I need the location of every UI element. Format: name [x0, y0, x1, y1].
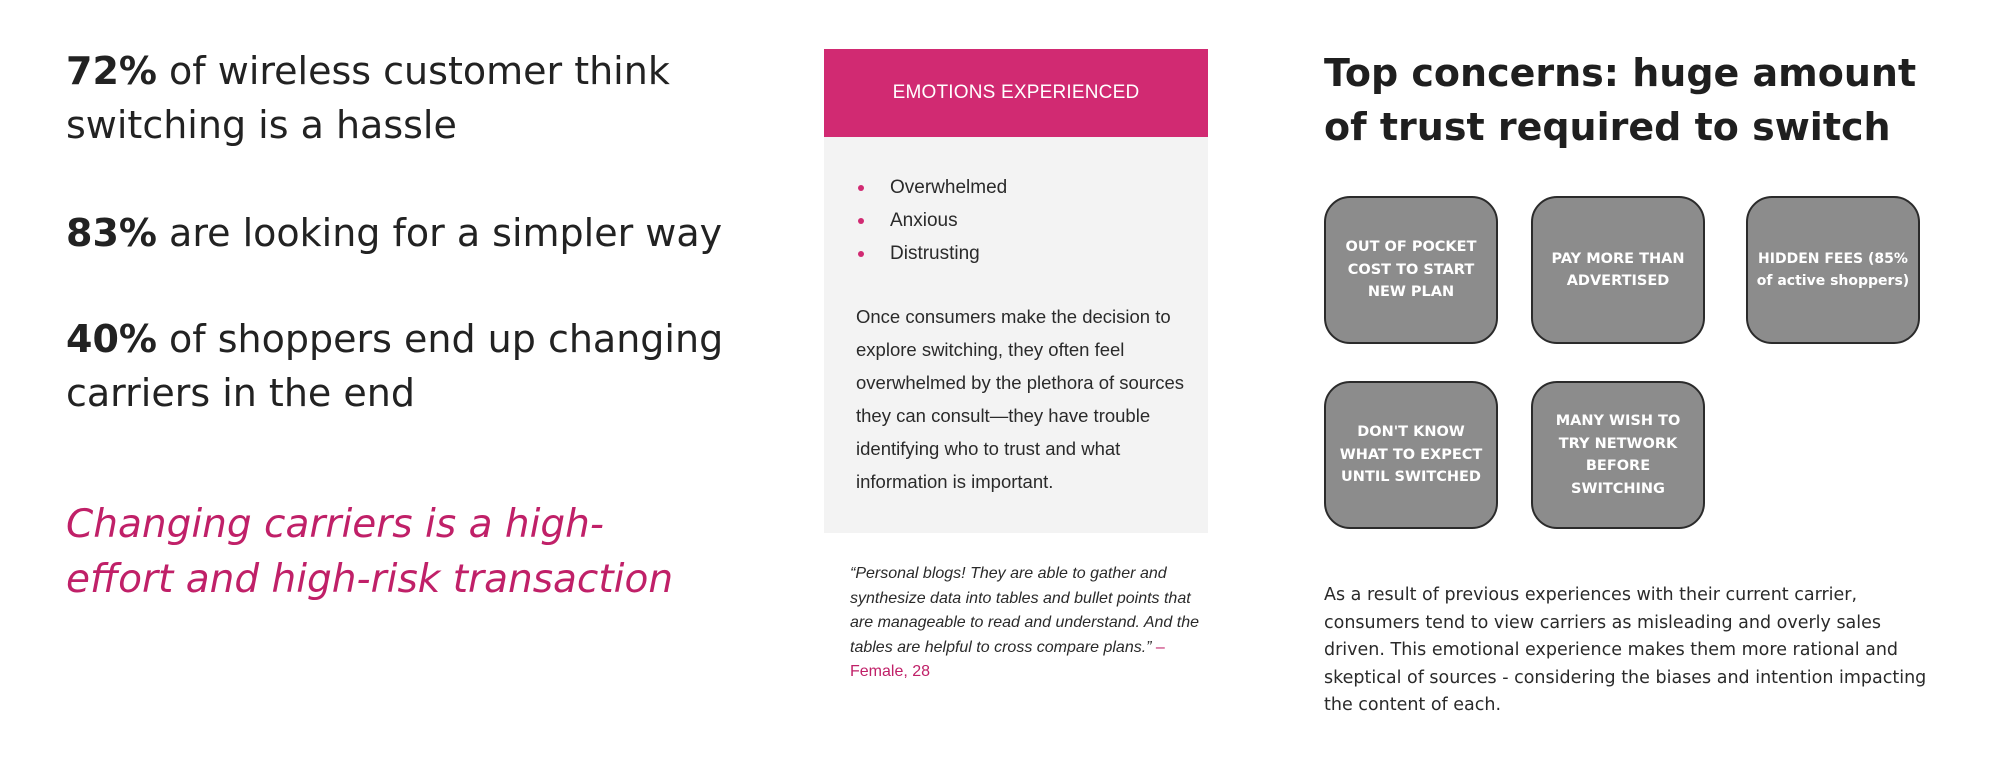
emotions-list	[856, 171, 1007, 270]
emotion-label: Overwhelmed	[890, 177, 1008, 198]
concern-tile-dont-know: DON'T KNOW WHAT TO EXPECT UNTIL SWITCHED	[1324, 381, 1498, 529]
concern-tile-pay-more: PAY MORE THAN ADVERTISED	[1531, 196, 1705, 344]
list-item	[856, 237, 1007, 270]
conclusion-text: Changing carriers is a high-effort and high-risk transaction	[66, 502, 674, 602]
list-item	[856, 204, 1007, 237]
concerns-title: Top concerns: huge amount of trust required to switch	[1324, 51, 1917, 149]
emotions-card	[824, 49, 1208, 533]
emotion-label: Anxious	[890, 210, 958, 231]
concern-tile-out-of-pocket: OUT OF POCKET COST TO START NEW PLAN	[1324, 196, 1498, 344]
bullet-icon	[858, 218, 864, 224]
stats-column	[66, 44, 746, 420]
stat-hassle	[66, 44, 746, 152]
concern-tile-try-network: MANY WISH TO TRY NETWORK BEFORE SWITCHING	[1531, 381, 1705, 529]
concern-tile-hidden-fees: HIDDEN FEES (85% of active shoppers)	[1746, 196, 1920, 344]
stat-simpler-way	[66, 206, 746, 260]
stat-text: are looking for a simpler way	[156, 211, 723, 255]
emotions-card-body: Once consumers make the decision to explore switching, they often feel overwhelmed by the plethora of sources they can consult—they have trouble identifying who to trust and what information is important.	[856, 306, 1185, 492]
stat-value: 40%	[66, 317, 157, 361]
stat-value: 72%	[66, 49, 157, 93]
stat-changing-carriers	[66, 312, 746, 420]
list-item	[856, 171, 1007, 204]
bullet-icon	[858, 251, 864, 257]
customer-quote	[850, 562, 1200, 685]
result-paragraph: As a result of previous experiences with their current carrier, consumers tend to view carriers as misleading and overly sales driven. This emotional experience makes them more rational and skeptical of sources - considering the biases and intention impacting the content of each.	[1324, 585, 1927, 715]
bullet-icon	[858, 185, 864, 191]
quote-attribution: – Female, 28	[850, 638, 1165, 680]
emotion-label: Distrusting	[890, 243, 980, 264]
quote-text: “Personal blogs! They are able to gather and synthesize data into tables and bullet points that are manageable to read and understand. And the tables are helpful to cross compare plans.”	[850, 565, 1199, 656]
stat-text: of wireless customer think switching is a hassle	[66, 49, 670, 147]
emotions-card-heading: EMOTIONS EXPERIENCED	[824, 49, 1208, 137]
stat-value: 83%	[66, 211, 157, 255]
stat-text: of shoppers end up changing carriers in the end	[66, 317, 724, 415]
